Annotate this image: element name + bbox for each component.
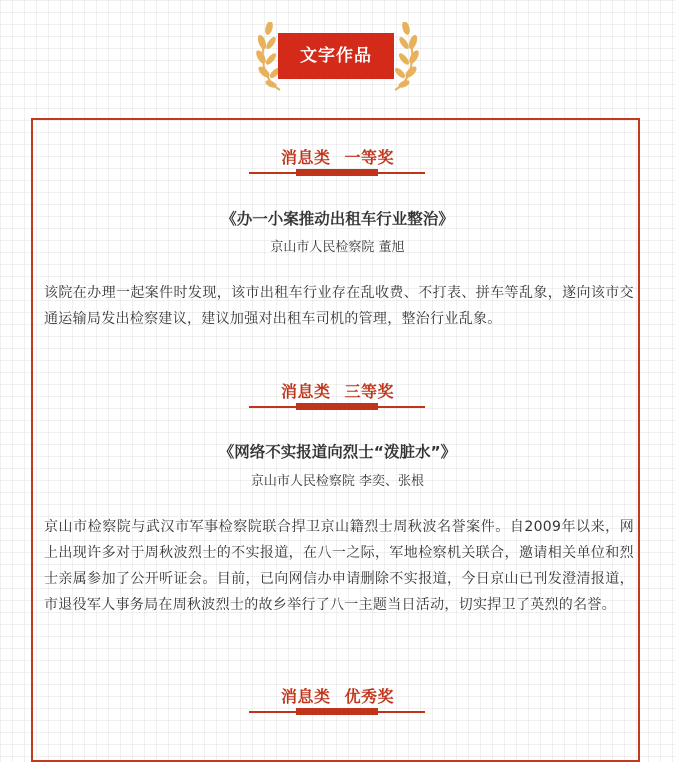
badge-text-works: 文字作品 <box>278 33 394 79</box>
work-author: 京山市人民检察院 李奕、张根 <box>250 474 425 489</box>
section-category: 消息类 <box>280 148 331 167</box>
section-category: 消息类 <box>280 382 331 401</box>
section-title-excellence-prize <box>0 684 675 707</box>
section-divider <box>249 711 425 713</box>
section-category: 消息类 <box>280 687 331 706</box>
section-divider <box>249 172 425 174</box>
section-header-badge <box>0 22 675 92</box>
section-award: 优秀奖 <box>344 687 395 706</box>
laurel-right-icon <box>389 22 419 92</box>
work-summary: 京山市检察院与武汉市军事检察院联合捍卫京山籍烈士周秋波名誉案件。自2009年以来，网上出现许多对于周秋波烈士的不实报道，在八一之际，军地检察机关联合，邀请相关单位和烈士亲属参加了公开听证会。目前，已向网信办申请删除不实报道，今日京山已刊发澄清报道，市退役军人事务局在周秋波烈士的故乡举行了八一主题当日活动，切实捍卫了英烈的名誉。 <box>44 519 634 613</box>
work-author: 京山市人民检察院 董旭 <box>270 240 405 255</box>
work-title: 《办一小案推动出租车行业整治》 <box>221 210 454 228</box>
section-award: 三等奖 <box>344 382 395 401</box>
work-summary: 该院在办理一起案件时发现，该市出租车行业存在乱收费、不打表、拼车等乱象，遂向该市交通运输局发出检察建议，建议加强对出租车司机的管理，整治行业乱象。 <box>44 285 634 327</box>
section-award: 一等奖 <box>344 148 395 167</box>
section-title-first-prize <box>0 145 675 168</box>
work-title: 《网络不实报道向烈士“泼脏水”》 <box>218 443 457 461</box>
section-divider <box>249 406 425 408</box>
section-title-third-prize <box>0 379 675 402</box>
